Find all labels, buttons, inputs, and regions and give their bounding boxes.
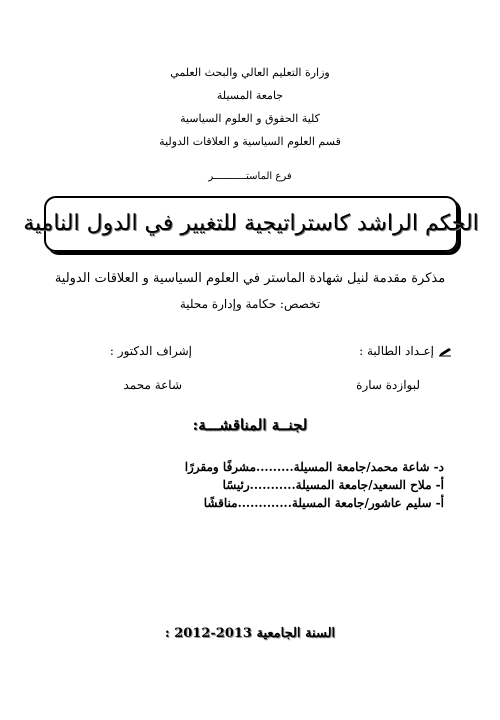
department-line: قسم العلوم السياسية و العلاقات الدولية <box>159 135 341 148</box>
specialty-line: تخصص: حكامة وإدارة محلية <box>179 297 321 311</box>
pen-icon <box>438 347 452 357</box>
thesis-title: الحكم الراشد كاستراتيجية للتغيير في الدول النامية <box>23 211 479 236</box>
supervisor-label: إشراف الدكتور : <box>109 344 192 358</box>
branch-line: فرع الماستـــــــــــر <box>208 171 292 182</box>
ministry-line: وزارة التعليم العالي والبحث العلمي <box>170 66 330 79</box>
faculty-line: كلية الحقوق و العلوم السياسية <box>180 112 320 125</box>
committee-member: د- شاعة محمد/جامعة المسيلة.........مشرفًا ومقررًا <box>184 460 444 474</box>
title-box <box>23 196 479 252</box>
prepared-by-label: إعـداد الطالبة : <box>359 344 434 358</box>
committee-member: أ- سليم عاشور/جامعة المسيلة.............مناقشًا <box>203 496 444 510</box>
thesis-subtitle: مذكرة مقدمة لنيل شهادة الماستر في العلوم السياسية و العلاقات الدولية <box>54 271 446 286</box>
prepared-by-row <box>359 344 452 358</box>
supervisor-name: شاعة محمد <box>123 378 182 392</box>
academic-year: السنة الجامعية 2013-2012 : <box>164 626 336 641</box>
university-line: جامعة المسيلة <box>216 89 284 102</box>
committee-list <box>185 458 444 512</box>
student-name: لبوازدة سارة <box>356 378 420 392</box>
committee-member: أ- ملاح السعيد/جامعة المسيلة...........رئيسًا <box>222 478 444 492</box>
committee-title: لجنــة المناقشـــة: <box>192 416 308 434</box>
